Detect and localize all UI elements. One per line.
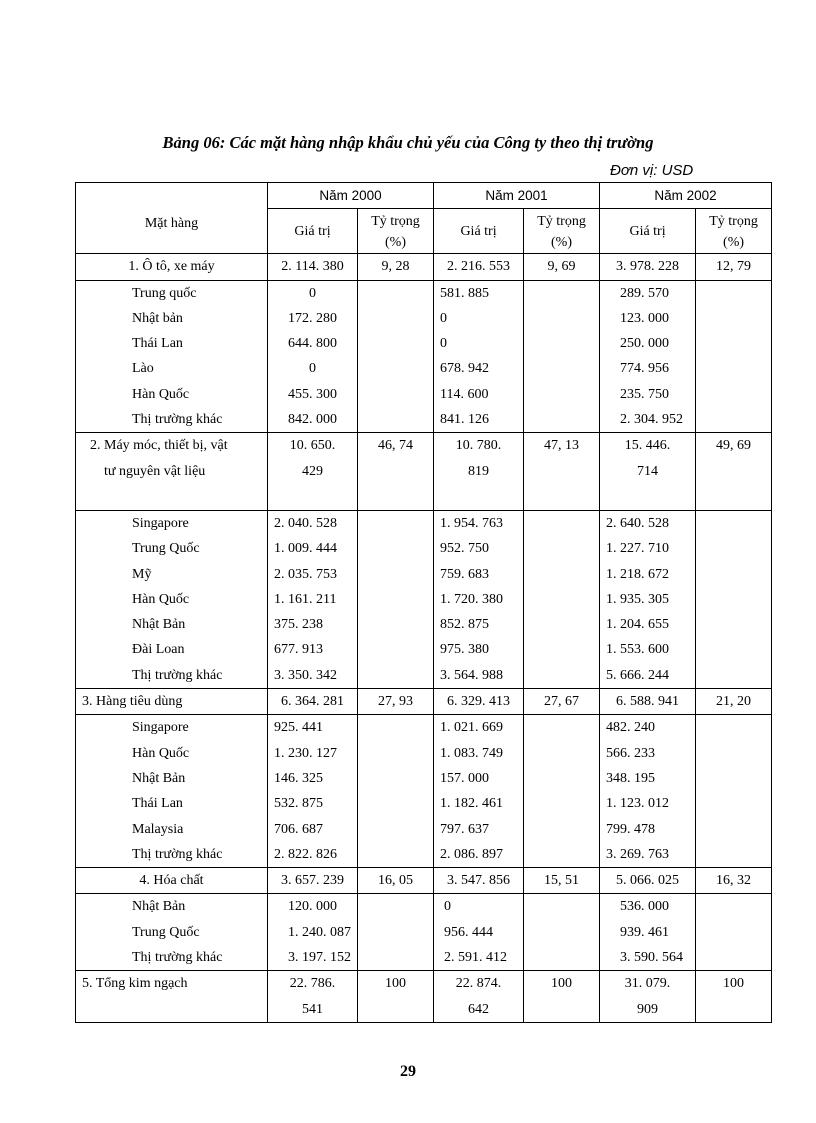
market-value: 2. 591. 412 <box>444 950 508 966</box>
market-value: 566. 233 <box>606 745 656 761</box>
market-name: Nhật Bản <box>132 899 186 915</box>
market-value: 1. 720. 380 <box>440 591 504 607</box>
market-name: Nhật Bản <box>132 617 186 633</box>
market-name: Thái Lan <box>132 336 183 352</box>
grand-total-row <box>76 971 772 1023</box>
market-value: 3. 564. 988 <box>440 667 504 683</box>
import-table <box>75 182 772 1023</box>
market-value: 114. 600 <box>440 386 489 402</box>
market-name: Trung quốc <box>132 285 197 301</box>
category-share: 21, 20 <box>696 689 772 715</box>
total-value-line: 22. 786. <box>289 976 336 992</box>
market-value: 0 <box>309 285 316 301</box>
market-values <box>434 280 524 433</box>
category-share: 49, 69 <box>696 433 772 511</box>
market-name: Singapore <box>132 720 189 736</box>
market-value: 536. 000 <box>620 899 670 915</box>
market-name: Hàn Quốc <box>132 745 190 761</box>
category-total-value <box>600 254 696 280</box>
market-value: 975. 380 <box>440 642 490 658</box>
market-group-row <box>76 715 772 868</box>
header-year-2000: Năm 2000 <box>268 183 434 209</box>
market-value: 348. 195 <box>606 770 656 786</box>
market-share-empty <box>524 894 600 971</box>
market-value: 799. 478 <box>606 821 656 837</box>
market-value: 1. 204. 655 <box>606 617 670 633</box>
total-value-line: 5. 066. 025 <box>616 873 680 889</box>
market-values <box>600 510 696 688</box>
header-share-unit: (%) <box>385 235 406 251</box>
category-total-value <box>268 433 358 511</box>
market-value: 120. 000 <box>288 899 337 915</box>
category-share: 100 <box>358 971 434 1023</box>
market-share-empty <box>524 280 600 433</box>
market-group-row <box>76 894 772 971</box>
market-value: 797. 637 <box>440 821 490 837</box>
category-row <box>76 689 772 715</box>
market-value: 956. 444 <box>444 924 494 940</box>
market-value: 2. 086. 897 <box>440 846 504 862</box>
category-label-line: 4. Hóa chất <box>139 873 204 889</box>
market-group-row <box>76 510 772 688</box>
market-value: 3. 269. 763 <box>606 846 670 862</box>
category-row <box>76 254 772 280</box>
market-values <box>600 280 696 433</box>
market-name: Đài Loan <box>132 642 185 658</box>
market-value: 677. 913 <box>274 642 323 658</box>
market-value: 1. 218. 672 <box>606 566 670 582</box>
header-share <box>358 209 434 254</box>
total-value-line: 429 <box>302 463 323 479</box>
market-value: 925. 441 <box>274 720 323 736</box>
total-value-line: 819 <box>468 463 490 479</box>
market-names <box>76 510 268 688</box>
market-value: 146. 325 <box>274 770 323 786</box>
header-share-label: Tỷ trọng <box>371 214 420 230</box>
header-value: Giá trị <box>600 209 696 254</box>
market-value: 1. 182. 461 <box>440 796 504 812</box>
category-total-value <box>268 971 358 1023</box>
market-value: 1. 553. 600 <box>606 642 670 658</box>
market-value: 250. 000 <box>620 336 670 352</box>
total-value-line: 3. 978. 228 <box>616 259 680 275</box>
market-value: 1. 161. 211 <box>274 591 337 607</box>
header-item <box>76 183 268 254</box>
market-name: Thị trường khác <box>132 950 223 966</box>
category-share: 12, 79 <box>696 254 772 280</box>
market-share-empty <box>358 510 434 688</box>
total-value-line: 541 <box>302 1001 323 1017</box>
market-value: 2. 822. 826 <box>274 846 337 862</box>
category-label-line: 5. Tổng kim ngạch <box>82 976 188 992</box>
market-name: Malaysia <box>132 821 184 837</box>
total-value-line: 22. 874. <box>455 976 502 992</box>
market-value: 2. 035. 753 <box>274 566 337 582</box>
market-value: 939. 461 <box>620 924 670 940</box>
table-title: Bảng 06: Các mặt hàng nhập khẩu chủ yếu của Công ty theo thị trường <box>162 133 654 152</box>
market-name: Thị trường khác <box>132 846 223 862</box>
table-body <box>76 254 772 1023</box>
market-value: 3. 197. 152 <box>288 950 351 966</box>
market-value: 235. 750 <box>620 386 670 402</box>
market-value: 172. 280 <box>288 310 337 326</box>
market-name: Trung Quốc <box>132 924 200 940</box>
category-share: 47, 13 <box>524 433 600 511</box>
header-value: Giá trị <box>268 209 358 254</box>
category-total-value <box>600 689 696 715</box>
market-value: 0 <box>444 899 452 915</box>
market-value: 706. 687 <box>274 821 323 837</box>
market-value: 2. 640. 528 <box>606 515 670 531</box>
category-share: 9, 28 <box>358 254 434 280</box>
market-value: 157. 000 <box>440 770 490 786</box>
market-names <box>76 894 268 971</box>
total-value-line: 714 <box>637 463 659 479</box>
total-value-line: 2. 216. 553 <box>447 259 511 275</box>
category-label-line: tư nguyên vật liệu <box>104 463 206 479</box>
category-total-value <box>434 433 524 511</box>
market-value: 123. 000 <box>620 310 670 326</box>
market-value: 2. 040. 528 <box>274 515 337 531</box>
market-value: 3. 590. 564 <box>620 950 684 966</box>
market-value: 1. 021. 669 <box>440 720 504 736</box>
category-label <box>76 433 268 511</box>
market-values <box>600 894 696 971</box>
market-value: 678. 942 <box>440 361 490 377</box>
market-value: 455. 300 <box>288 386 337 402</box>
market-value: 1. 009. 444 <box>274 541 337 557</box>
market-name: Thị trường khác <box>132 412 223 428</box>
header-share-label: Tỷ trọng <box>709 214 758 230</box>
category-row <box>76 433 772 511</box>
category-label-line: 3. Hàng tiêu dùng <box>82 694 183 710</box>
category-total-value <box>434 689 524 715</box>
market-value: 644. 800 <box>288 336 337 352</box>
category-label-line: 2. Máy móc, thiết bị, vật <box>90 438 228 454</box>
category-row <box>76 868 772 894</box>
market-share-empty <box>696 894 772 971</box>
market-values <box>268 715 358 868</box>
category-share: 16, 32 <box>696 868 772 894</box>
category-total-value <box>600 971 696 1023</box>
header-share <box>696 209 772 254</box>
category-label <box>76 971 268 1023</box>
market-value: 3. 350. 342 <box>274 667 337 683</box>
total-value-line: 3. 657. 239 <box>281 873 344 889</box>
market-names <box>76 280 268 433</box>
market-value: 5. 666. 244 <box>606 667 670 683</box>
market-share-empty <box>358 280 434 433</box>
header-year-2002: Năm 2002 <box>600 183 772 209</box>
total-value-line: 10. 780. <box>455 438 502 454</box>
market-name: Nhật bản <box>132 310 183 326</box>
category-total-value <box>434 971 524 1023</box>
market-name: Hàn Quốc <box>132 386 190 402</box>
category-share: 100 <box>524 971 600 1023</box>
market-name: Nhật Bản <box>132 770 186 786</box>
category-share: 27, 93 <box>358 689 434 715</box>
market-value: 2. 304. 952 <box>620 412 684 428</box>
category-total-value <box>600 433 696 511</box>
market-value: 841. 126 <box>440 412 490 428</box>
market-value: 532. 875 <box>274 796 323 812</box>
market-value: 482. 240 <box>606 720 656 736</box>
market-name: Singapore <box>132 515 189 531</box>
category-label <box>76 254 268 280</box>
market-value: 1. 935. 305 <box>606 591 670 607</box>
unit-label: Đơn vị: USD <box>610 162 694 179</box>
total-value-line: 10. 650. <box>289 438 336 454</box>
header-year-2001: Năm 2001 <box>434 183 600 209</box>
market-share-empty <box>696 280 772 433</box>
market-name: Hàn Quốc <box>132 591 190 607</box>
market-value: 581. 885 <box>440 285 490 301</box>
market-values <box>268 894 358 971</box>
total-value-line: 6. 588. 941 <box>616 694 680 710</box>
market-share-empty <box>358 715 434 868</box>
market-value: 289. 570 <box>620 285 670 301</box>
market-value: 0 <box>440 336 448 352</box>
total-value-line: 31. 079. <box>624 976 671 992</box>
header-share-label: Tỷ trọng <box>537 214 586 230</box>
header-value: Giá trị <box>434 209 524 254</box>
page-number: 29 <box>400 1063 416 1080</box>
category-share: 100 <box>696 971 772 1023</box>
category-label <box>76 689 268 715</box>
header-share <box>524 209 600 254</box>
market-share-empty <box>696 715 772 868</box>
category-label <box>76 868 268 894</box>
market-share-empty <box>524 510 600 688</box>
total-value-line: 2. 114. 380 <box>281 259 344 275</box>
category-share: 46, 74 <box>358 433 434 511</box>
category-total-value <box>268 689 358 715</box>
market-values <box>600 715 696 868</box>
total-value-line: 3. 547. 856 <box>447 873 511 889</box>
market-value: 1. 240. 087 <box>288 924 351 940</box>
market-value: 1. 083. 749 <box>440 745 504 761</box>
market-value: 842. 000 <box>288 412 337 428</box>
market-value: 952. 750 <box>440 541 490 557</box>
market-name: Thị trường khác <box>132 667 223 683</box>
category-total-value <box>268 254 358 280</box>
market-share-empty <box>524 715 600 868</box>
total-value-line: 15. 446. <box>624 438 671 454</box>
category-label-line: 1. Ô tô, xe máy <box>128 259 215 275</box>
market-name: Mỹ <box>132 566 152 582</box>
market-values <box>268 510 358 688</box>
category-total-value <box>268 868 358 894</box>
total-value-line: 6. 329. 413 <box>447 694 511 710</box>
category-total-value <box>600 868 696 894</box>
market-value: 0 <box>440 310 448 326</box>
total-value-line: 642 <box>468 1001 490 1017</box>
market-value: 0 <box>309 361 316 377</box>
market-value: 852. 875 <box>440 617 490 633</box>
market-value: 1. 123. 012 <box>606 796 670 812</box>
market-names <box>76 715 268 868</box>
market-name: Trung Quốc <box>132 541 200 557</box>
market-share-empty <box>358 894 434 971</box>
category-share: 16, 05 <box>358 868 434 894</box>
market-value: 375. 238 <box>274 617 323 633</box>
market-value: 1. 227. 710 <box>606 541 670 557</box>
market-share-empty <box>696 510 772 688</box>
category-total-value <box>434 254 524 280</box>
total-value-line: 6. 364. 281 <box>281 694 344 710</box>
market-value: 759. 683 <box>440 566 490 582</box>
header-share-unit: (%) <box>551 235 573 251</box>
market-value: 1. 230. 127 <box>274 745 337 761</box>
market-name: Thái Lan <box>132 796 183 812</box>
category-share: 15, 51 <box>524 868 600 894</box>
market-value: 774. 956 <box>620 361 670 377</box>
market-values <box>434 510 524 688</box>
header-row-years <box>76 183 772 209</box>
market-values <box>434 715 524 868</box>
header-item-label: Mặt hàng <box>144 216 199 231</box>
category-share: 27, 67 <box>524 689 600 715</box>
header-share-unit: (%) <box>723 235 745 251</box>
market-name: Lào <box>132 361 154 377</box>
market-values <box>434 894 524 971</box>
market-values <box>268 280 358 433</box>
total-value-line: 909 <box>637 1001 659 1017</box>
category-total-value <box>434 868 524 894</box>
market-group-row <box>76 280 772 433</box>
category-share: 9, 69 <box>524 254 600 280</box>
market-value: 1. 954. 763 <box>440 515 504 531</box>
